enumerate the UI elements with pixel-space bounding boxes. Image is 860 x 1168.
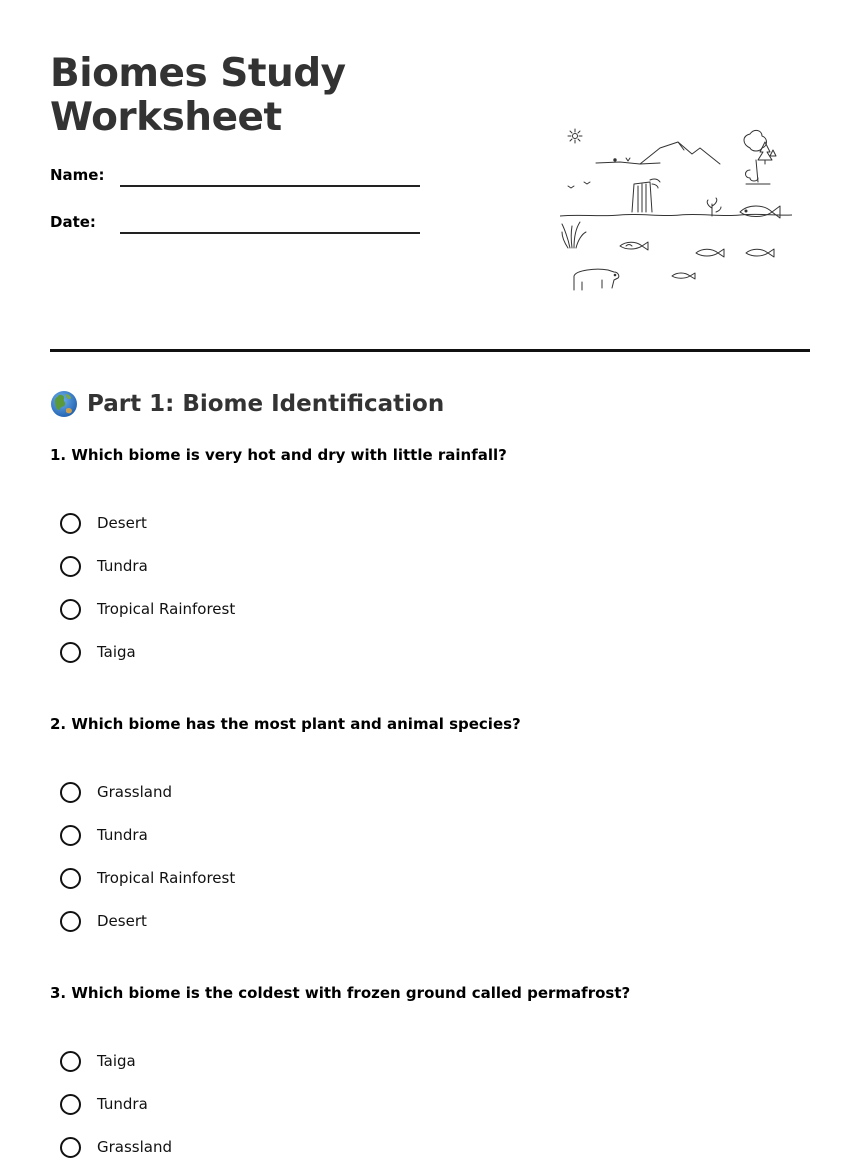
question-text: 3. Which biome is the coldest with frozen ground called permafrost?: [50, 984, 631, 1002]
option-grassland[interactable]: [60, 770, 235, 813]
radio-button[interactable]: [60, 825, 81, 846]
radio-button[interactable]: [60, 911, 81, 932]
option-tropical-rainforest[interactable]: [60, 856, 235, 899]
radio-button[interactable]: [60, 556, 81, 577]
option-label: Grassland: [97, 1137, 172, 1156]
option-label: Taiga: [97, 642, 136, 661]
radio-button[interactable]: [60, 642, 81, 663]
header-divider: [50, 349, 810, 352]
section-title-text: Part 1: Biome Identification: [87, 391, 445, 417]
worksheet-page: [50, 0, 810, 1156]
radio-button[interactable]: [60, 868, 81, 889]
question-text: 1. Which biome is very hot and dry with little rainfall?: [50, 446, 507, 464]
radio-button[interactable]: [60, 1137, 81, 1158]
name-label: Name:: [50, 166, 105, 184]
question-3: [50, 983, 810, 1156]
option-tropical-rainforest[interactable]: [60, 587, 235, 630]
worksheet-title: Biomes Study Worksheet: [50, 51, 346, 140]
date-line[interactable]: [120, 232, 420, 234]
option-tundra[interactable]: [60, 544, 235, 587]
question-1: [50, 445, 810, 661]
option-label: Tropical Rainforest: [97, 868, 236, 887]
option-tundra[interactable]: [60, 1082, 172, 1125]
option-label: Grassland: [97, 782, 172, 801]
radio-button[interactable]: [60, 599, 81, 620]
pine-tree-sketch-icon: [758, 142, 776, 164]
answer-options: [60, 1039, 172, 1168]
tree-sketch-icon: [744, 130, 792, 184]
name-line[interactable]: [120, 185, 420, 187]
radio-button[interactable]: [60, 513, 81, 534]
date-field[interactable]: [50, 212, 420, 242]
sun-sketch-icon: [568, 129, 582, 143]
plant-sketch-icon: [707, 198, 721, 216]
fish-school-sketch-icon: [620, 242, 774, 279]
radio-button[interactable]: [60, 1051, 81, 1072]
radio-button[interactable]: [60, 782, 81, 803]
option-taiga[interactable]: [60, 1039, 172, 1082]
bear-sketch-icon: [574, 269, 619, 290]
option-label: Tundra: [97, 825, 148, 844]
option-taiga[interactable]: [60, 630, 235, 673]
option-label: Tundra: [97, 1094, 148, 1113]
option-label: Desert: [97, 911, 147, 930]
option-label: Tropical Rainforest: [97, 599, 236, 618]
fish-sketch-icon: [740, 206, 780, 218]
option-desert[interactable]: [60, 899, 235, 942]
date-label: Date:: [50, 213, 96, 231]
option-tundra[interactable]: [60, 813, 235, 856]
globe-icon: [50, 390, 78, 418]
mountains-sketch-icon: [640, 142, 720, 164]
answer-options: [60, 770, 235, 942]
section-title-part1: [50, 388, 444, 420]
biome-illustration: [560, 120, 792, 300]
answer-options: [60, 501, 235, 673]
option-label: Tundra: [97, 556, 148, 575]
question-2: [50, 714, 810, 930]
reeds-sketch-icon: [562, 222, 586, 248]
radio-button[interactable]: [60, 1094, 81, 1115]
option-label: Taiga: [97, 1051, 136, 1070]
option-label: Desert: [97, 513, 147, 532]
option-desert[interactable]: [60, 501, 235, 544]
name-field[interactable]: [50, 165, 420, 195]
waterfall-sketch-icon: [632, 179, 660, 212]
worksheet-header: [50, 0, 810, 352]
option-grassland[interactable]: [60, 1125, 172, 1168]
question-text: 2. Which biome has the most plant and animal species?: [50, 715, 521, 733]
